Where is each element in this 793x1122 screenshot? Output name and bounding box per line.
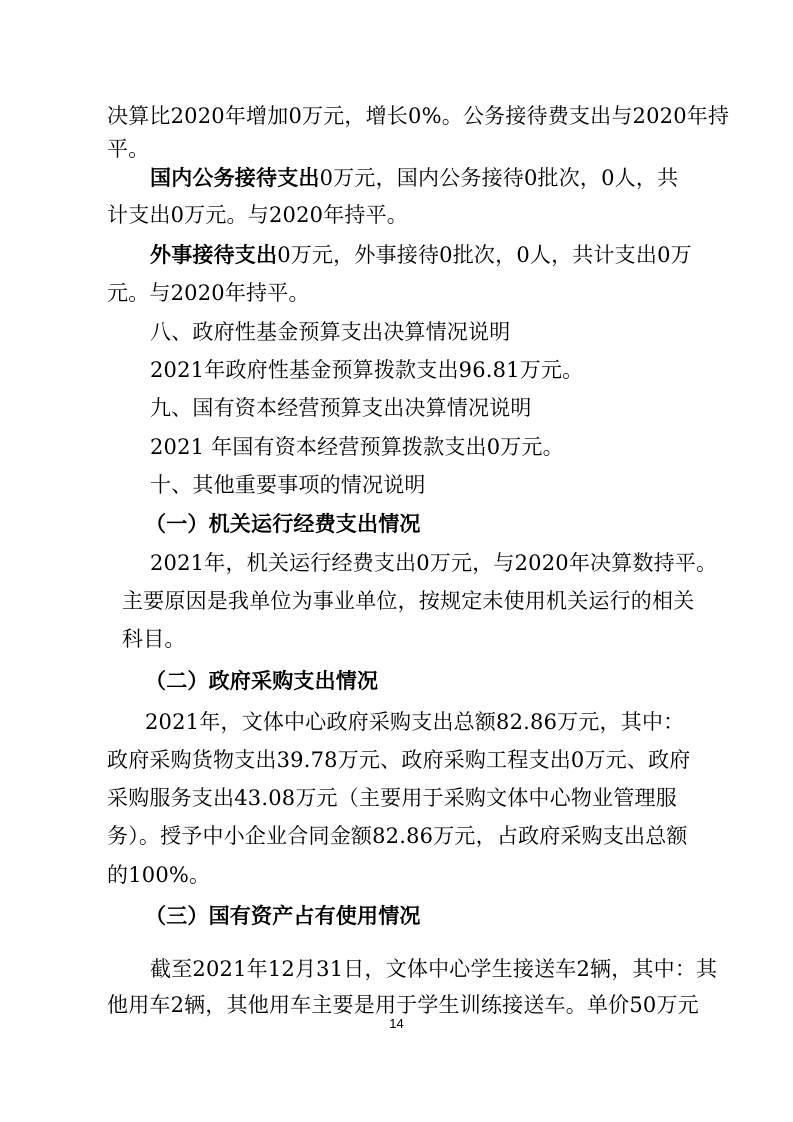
- bold-lead-domestic: 国内公务接待支出: [150, 166, 320, 190]
- text-line: 2021年，机关运行经费支出0万元，与2020年决算数持平。: [150, 551, 718, 575]
- subsection-heading-1: （一）机关运行经费支出情况: [145, 512, 421, 536]
- paragraph-domestic-reception: [150, 163, 678, 193]
- text-line: 平。: [107, 137, 150, 161]
- text-run: 0万元，国内公务接待0批次，0人，共: [319, 166, 679, 190]
- text-line: 2021 年国有资本经营预算拨款支出0万元。: [150, 435, 564, 459]
- text-line: 计支出0万元。与2020年持平。: [107, 203, 409, 227]
- bold-lead-foreign: 外事接待支出: [150, 243, 278, 267]
- text-run: 0万元，外事接待0批次，0人，共计支出0万: [277, 243, 692, 267]
- text-line: 政府采购货物支出39.78万元、政府采购工程支出0万元、政府: [107, 748, 691, 772]
- section-heading-8: 八、政府性基金预算支出决算情况说明: [150, 320, 511, 344]
- text-line: 2021年，文体中心政府采购支出总额82.86万元，其中：: [145, 710, 685, 734]
- text-line: 2021年政府性基金预算拨款支出96.81万元。: [150, 358, 584, 382]
- text-line: 的100%。: [107, 863, 211, 887]
- text-line: 他用车2辆，其他用车主要是用于学生训练接送车。单价50万元: [107, 993, 699, 1017]
- paragraph-foreign-reception: [150, 240, 692, 270]
- subsection-heading-2: （二）政府采购支出情况: [145, 669, 379, 693]
- text-line: 元。与2020年持平。: [107, 281, 310, 305]
- text-line: 主要原因是我单位为事业单位，按规定未使用机关运行的相关: [122, 589, 695, 613]
- subsection-heading-3: （三）国有资产占有使用情况: [145, 904, 421, 928]
- text-line: 截至2021年12月31日，文体中心学生接送车2辆，其中：其: [150, 957, 718, 981]
- text-line: 采购服务支出43.08万元（主要用于采购文体中心物业管理服: [107, 786, 677, 810]
- text-line: 务）。授予中小企业合同金额82.86万元，占政府采购支出总额: [107, 824, 688, 848]
- text-line: 决算比2020年增加0万元，增长0%。公务接待费支出与2020年持: [107, 104, 730, 128]
- text-line: 科目。: [122, 627, 186, 651]
- page-number: 14: [389, 1016, 404, 1031]
- section-heading-10: 十、其他重要事项的情况说明: [150, 473, 426, 497]
- section-heading-9: 九、国有资本经营预算支出决算情况说明: [150, 396, 532, 420]
